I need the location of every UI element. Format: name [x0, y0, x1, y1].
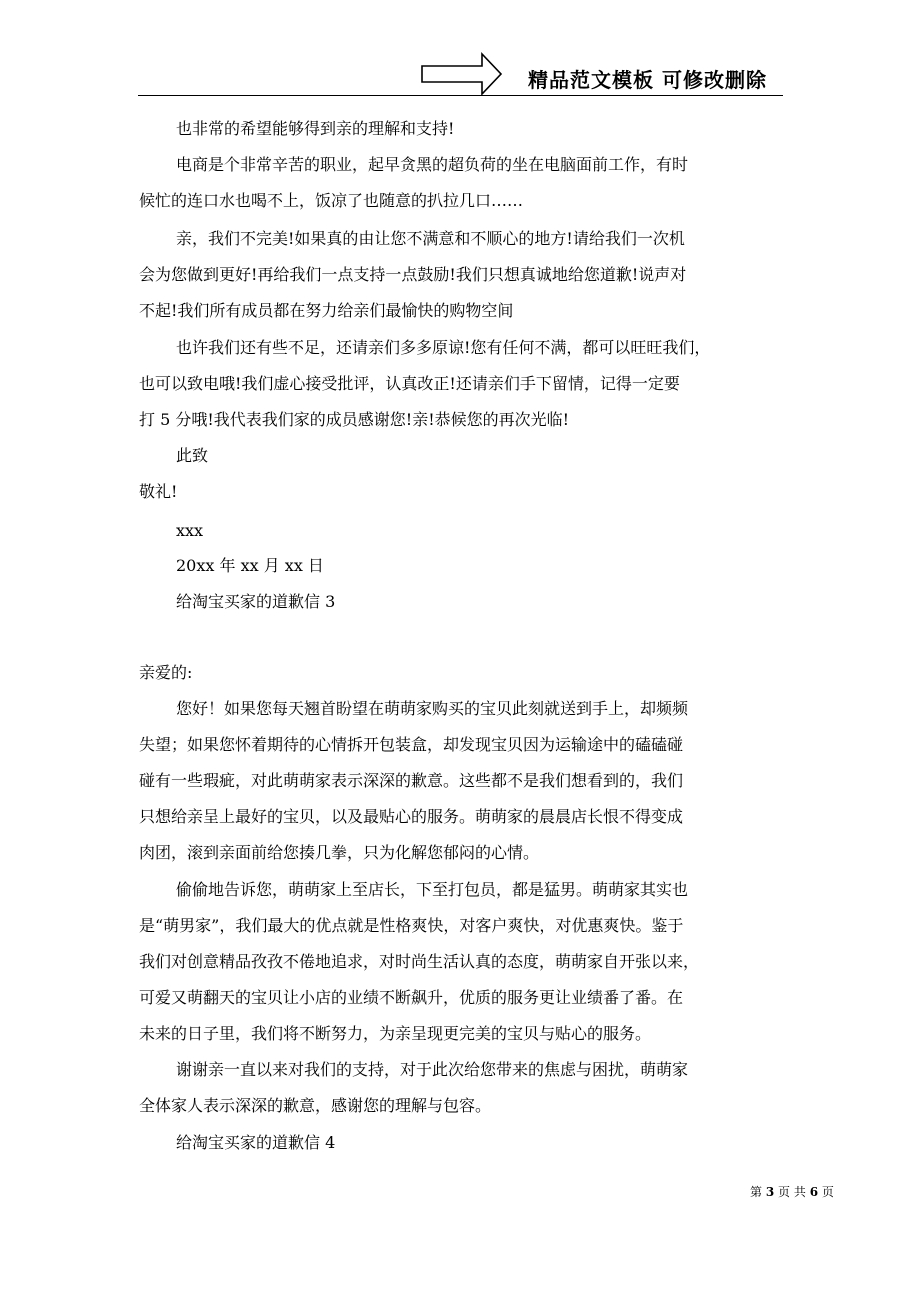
text-line: 失望；如果您怀着期待的心情拆开包装盒，却发现宝贝因为运输途中的磕磕碰	[139, 735, 684, 754]
header-divider	[138, 95, 783, 96]
text-line: 亲，我们不完美!如果真的由让您不满意和不顺心的地方!请给我们一次机	[176, 229, 685, 248]
page-number	[750, 1183, 834, 1200]
closing-regards: 敬礼!	[139, 482, 178, 501]
text-line: 也许我们还有些不足，还请亲们多多原谅!您有任何不满，都可以旺旺我们，	[176, 338, 711, 357]
text-line: 可爱又萌翻天的宝贝让小店的业绩不断飙升，优质的服务更让业绩番了番。在	[139, 988, 684, 1007]
current-page: 3	[765, 1185, 775, 1199]
text-line: 您好！如果您每天翘首盼望在萌萌家购买的宝贝此刻就送到手上，却频频	[176, 699, 689, 718]
text-line: 也非常的希望能够得到亲的理解和支持!	[176, 119, 455, 138]
text-line: 也可以致电哦!我们虚心接受批评，认真改正!还请亲们手下留情，记得一定要	[139, 374, 680, 393]
text-line: 碰有一些瑕疵，对此萌萌家表示深深的歉意。这些都不是我们想看到的，我们	[139, 771, 684, 790]
header-title: 精品范文模板 可修改删除	[528, 68, 767, 92]
text-line: 电商是个非常辛苦的职业，起早贪黑的超负荷的坐在电脑面前工作，有时	[176, 155, 689, 174]
text-line: 未来的日子里，我们将不断努力，为亲呈现更完美的宝贝与贴心的服务。	[139, 1024, 652, 1043]
total-pages: 6	[809, 1185, 819, 1199]
text-line: 是“萌男家”，我们最大的优点就是性格爽快，对客户爽快，对优惠爽快。鉴于	[139, 916, 684, 935]
text-line: 偷偷地告诉您，萌萌家上至店长，下至打包员，都是猛男。萌萌家其实也	[176, 880, 689, 899]
signature: xxx	[176, 521, 204, 540]
text-line: 会为您做到更好!再给我们一点支持一点鼓励!我们只想真诚地给您道歉!说声对	[139, 265, 687, 284]
text-line: 候忙的连口水也喝不上，饭凉了也随意的扒拉几口……	[139, 191, 524, 210]
greeting: 亲爱的:	[139, 663, 193, 682]
page-suffix: 页	[821, 1185, 834, 1199]
letter-date: 20xx 年 xx 月 xx 日	[176, 556, 324, 575]
text-line: 全体家人表示深深的歉意，感谢您的理解与包容。	[139, 1096, 492, 1115]
closing-salutation: 此致	[176, 446, 209, 465]
right-arrow-outline-icon	[420, 52, 504, 96]
text-line: 谢谢亲一直以来对我们的支持，对于此次给您带来的焦虑与困扰，萌萌家	[176, 1060, 689, 1079]
page-prefix: 第	[750, 1185, 763, 1199]
text-line: 只想给亲呈上最好的宝贝，以及最贴心的服务。萌萌家的晨晨店长恨不得变成	[139, 807, 684, 826]
text-line: 不起!我们所有成员都在努力给亲们最愉快的购物空间	[139, 301, 514, 320]
text-line: 肉团，滚到亲面前给您揍几拳，只为化解您郁闷的心情。	[139, 843, 540, 862]
text-line: 我们对创意精品孜孜不倦地追求，对时尚生活认真的态度，萌萌家自开张以来，	[139, 952, 700, 971]
section-title: 给淘宝买家的道歉信 4	[176, 1133, 336, 1152]
page-middle: 页 共	[778, 1185, 806, 1199]
section-title: 给淘宝买家的道歉信 3	[176, 592, 336, 611]
text-line: 打 5 分哦!我代表我们家的成员感谢您!亲!恭候您的再次光临!	[139, 410, 570, 429]
